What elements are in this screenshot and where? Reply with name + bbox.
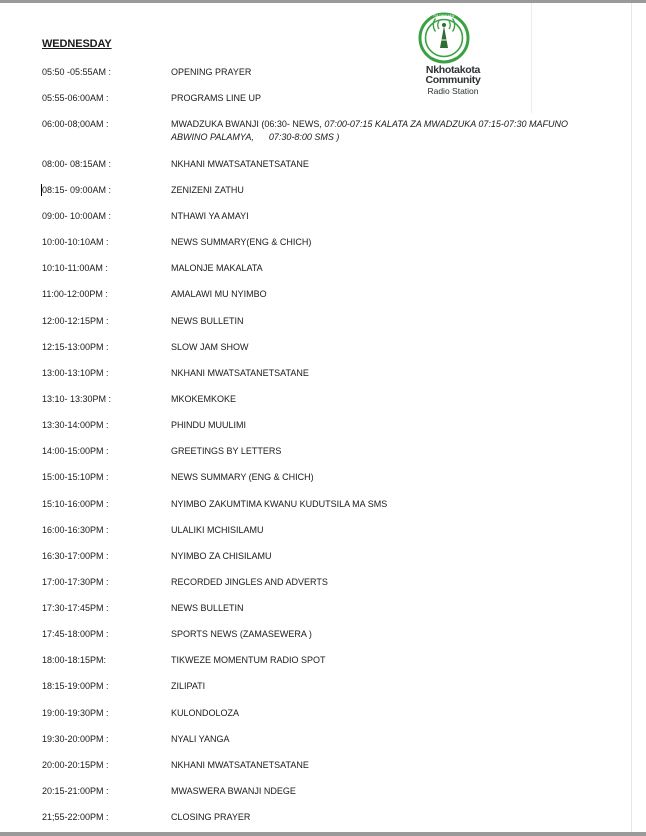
program-name xyxy=(171,654,581,667)
time-slot: 18:00-18:15PM: xyxy=(42,655,107,665)
day-heading: WEDNESDAY xyxy=(42,38,112,50)
program-title: NTHAWI YA AMAYI xyxy=(171,211,249,221)
logo-text-line-3: Radio Station xyxy=(427,86,479,96)
logo-text-line-1: Nkhotakota xyxy=(425,64,481,76)
program-name xyxy=(171,210,581,223)
time-slot: 21;55-22:00PM : xyxy=(42,812,109,822)
time-slot: 15:10-16:00PM : xyxy=(42,499,109,509)
program-name xyxy=(171,393,581,406)
program-title: MALONJE MAKALATA xyxy=(171,263,263,273)
time-slot: 19:30-20:00PM : xyxy=(42,734,109,744)
program-name xyxy=(171,158,581,171)
program-title: NKHANI MWATSATANETSATANE xyxy=(171,159,309,169)
program-name xyxy=(171,445,581,458)
time-slot: 05:50 -05:55AM : xyxy=(42,67,112,77)
program-name xyxy=(171,367,581,380)
program-name xyxy=(171,707,581,720)
program-name xyxy=(171,550,581,563)
program-title: OPENING PRAYER xyxy=(171,67,252,77)
program-title: NEWS BULLETIN xyxy=(171,603,244,613)
program-name xyxy=(171,471,581,484)
program-name xyxy=(171,576,581,589)
program-title: NEWS SUMMARY(ENG & CHICH) xyxy=(171,237,312,247)
program-name xyxy=(171,602,581,615)
program-title: KULONDOLOZA xyxy=(171,708,240,718)
program-title: GREETINGS BY LETTERS xyxy=(171,446,282,456)
program-title: CLOSING PRAYER xyxy=(171,812,251,822)
time-slot: 13:10- 13:30PM : xyxy=(42,394,112,404)
text-cursor xyxy=(41,184,42,196)
program-title: NYIMBO ZA CHISILAMU xyxy=(171,551,272,561)
program-segments: 07:00-07:15 KALATA ZA MWADZUKA 07:15-07:30 MAFUNO ABWINO PALAMYA, 07:30-8:00 SMS ) xyxy=(171,119,571,142)
program-name xyxy=(171,92,581,105)
program-name xyxy=(171,680,581,693)
time-slot: 19:00-19:30PM : xyxy=(42,708,109,718)
time-slot: 13:00-13:10PM : xyxy=(42,368,109,378)
program-title: MKOKEMKOKE xyxy=(171,394,237,404)
program-name xyxy=(171,315,581,328)
program-title: MWADZUKA BWANJI (06:30- NEWS, xyxy=(171,119,325,129)
program-title: RECORDED JINGLES AND ADVERTS xyxy=(171,577,328,587)
program-name xyxy=(171,759,581,772)
program-name xyxy=(171,628,581,641)
time-slot: 14:00-15:00PM : xyxy=(42,446,109,456)
program-title: NYIMBO ZAKUMTIMA KWANU KUDUTSILA MA SMS xyxy=(171,499,388,509)
program-name xyxy=(171,262,581,275)
program-name xyxy=(171,811,581,824)
page-top-border xyxy=(0,0,646,3)
time-slot: 06:00-08;00AM : xyxy=(42,119,109,129)
program-title: NKHANI MWATSATANETSATANE xyxy=(171,368,309,378)
program-name xyxy=(171,498,581,511)
time-slot: 17:00-17:30PM : xyxy=(42,577,109,587)
program-title: PHINDU MUULIMI xyxy=(171,420,247,430)
station-logo xyxy=(408,8,498,102)
time-slot: 16:00-16:30PM : xyxy=(42,525,109,535)
time-slot: 15:00-15:10PM : xyxy=(42,472,109,482)
page-bottom-border xyxy=(0,832,646,836)
program-title: ZENIZENI ZATHU xyxy=(171,185,244,195)
program-name xyxy=(171,419,581,432)
radio-tower-logo-icon xyxy=(416,12,472,68)
svg-text:FM 103.8 MHz: FM 103.8 MHz xyxy=(433,14,455,18)
page-right-margin-line xyxy=(631,3,632,832)
time-slot: 11:00-12:00PM : xyxy=(42,289,108,299)
time-slot: 08:15- 09:00AM : xyxy=(42,185,112,195)
program-title: ULALIKI MCHISILAMU xyxy=(171,525,264,535)
program-title: MWASWERA BWANJI NDEGE xyxy=(171,786,296,796)
time-slot: 10:10-11:00AM : xyxy=(42,263,108,273)
time-slot: 16:30-17:00PM : xyxy=(42,551,109,561)
program-title: NKHANI MWATSATANETSATANE xyxy=(171,760,309,770)
program-name xyxy=(171,236,581,249)
program-name xyxy=(171,733,581,746)
program-title: NYALI YANGA xyxy=(171,734,230,744)
time-slot: 18:15-19:00PM : xyxy=(42,681,109,691)
time-slot: 17:30-17:45PM : xyxy=(42,603,109,613)
time-slot: 05:55-06:00AM : xyxy=(42,93,109,103)
program-name xyxy=(171,524,581,537)
program-title: PROGRAMS LINE UP xyxy=(171,93,262,103)
program-title: NEWS BULLETIN xyxy=(171,316,244,326)
program-name xyxy=(171,341,581,354)
time-slot: 17:45-18:00PM : xyxy=(42,629,109,639)
time-slot: 20:00-20:15PM : xyxy=(42,760,109,770)
program-name xyxy=(171,118,581,144)
time-slot: 09:00- 10:00AM : xyxy=(42,211,112,221)
time-slot: 13:30-14:00PM : xyxy=(42,420,109,430)
program-name xyxy=(171,184,581,197)
program-title: NEWS SUMMARY (ENG & CHICH) xyxy=(171,472,314,482)
program-name xyxy=(171,785,581,798)
program-name xyxy=(171,66,581,79)
time-slot: 12:00-12:15PM : xyxy=(42,316,109,326)
program-title: SLOW JAM SHOW xyxy=(171,342,249,352)
program-title: SPORTS NEWS (ZAMASEWERA ) xyxy=(171,629,312,639)
time-slot: 12:15-13:00PM : xyxy=(42,342,109,352)
program-title: AMALAWI MU NYIMBO xyxy=(171,289,267,299)
program-title: ZILIPATI xyxy=(171,681,206,691)
program-title: TIKWEZE MOMENTUM RADIO SPOT xyxy=(171,655,326,665)
time-slot: 20:15-21:00PM : xyxy=(42,786,109,796)
program-name xyxy=(171,288,581,301)
time-slot: 08:00- 08:15AM : xyxy=(42,159,112,169)
time-slot: 10:00-10:10AM : xyxy=(42,237,109,247)
logo-text-line-2: Community xyxy=(425,74,481,86)
